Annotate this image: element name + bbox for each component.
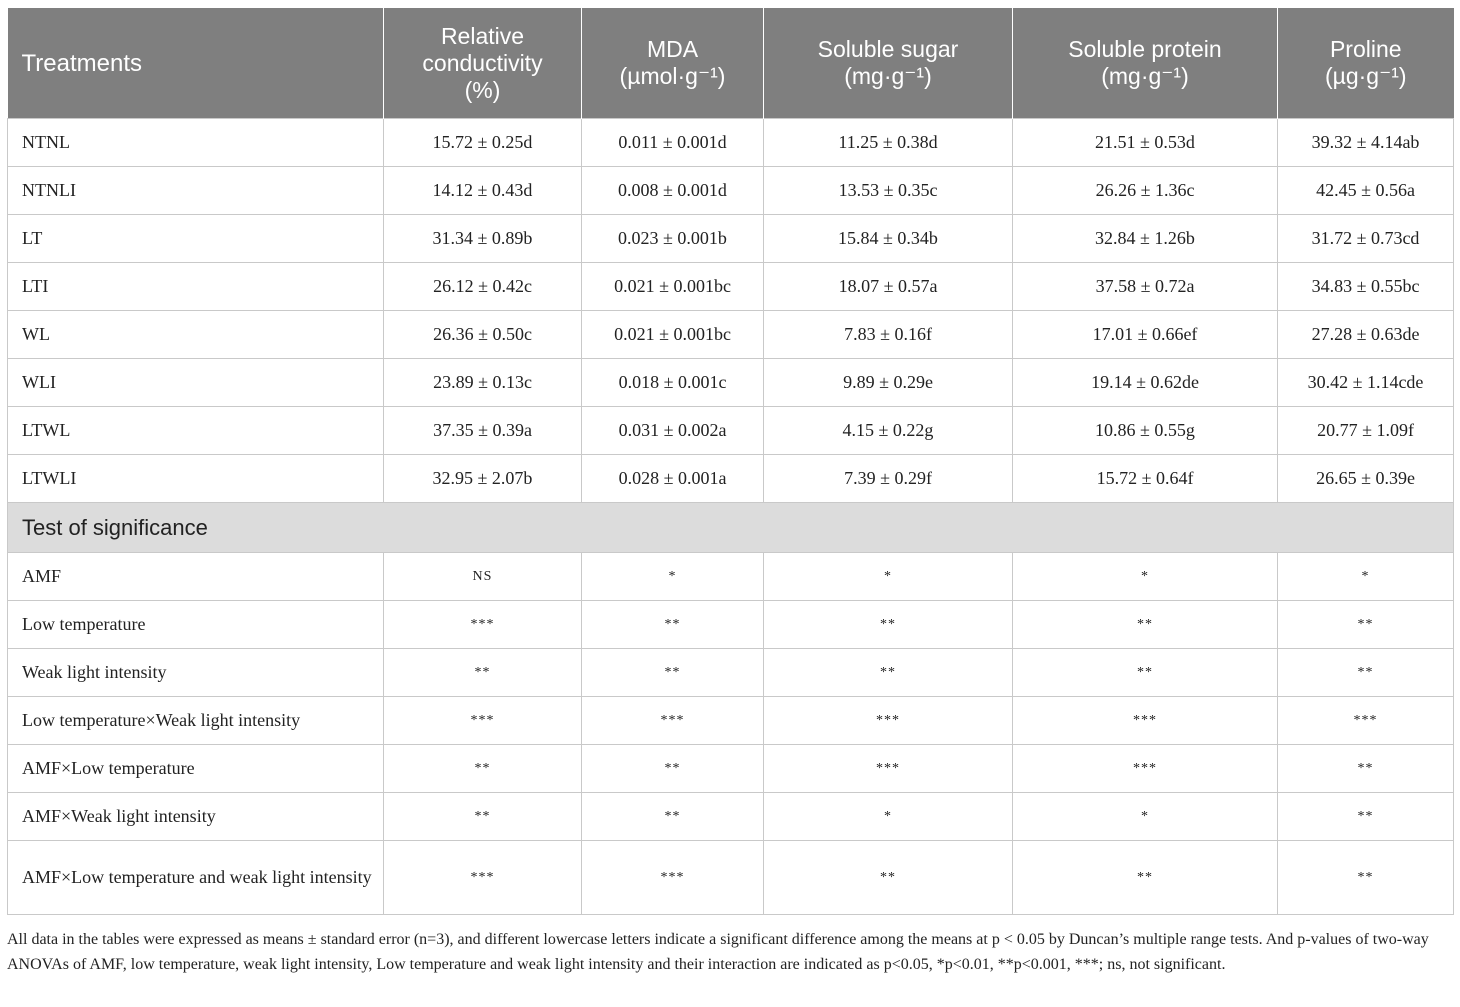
table-cell: 4.15 ± 0.22g — [764, 407, 1013, 455]
row-label: AMF — [8, 553, 384, 601]
header-relative-conductivity: Relative conductivity (%) — [384, 8, 582, 119]
table-cell: 32.84 ± 1.26b — [1013, 215, 1278, 263]
table-cell: ** — [582, 745, 764, 793]
table-cell: 39.32 ± 4.14ab — [1278, 119, 1454, 167]
table-cell: 0.011 ± 0.001d — [582, 119, 764, 167]
table-cell: 31.72 ± 0.73cd — [1278, 215, 1454, 263]
table-cell: *** — [764, 745, 1013, 793]
significance-row — [8, 745, 1454, 793]
row-label: AMF×Weak light intensity — [8, 793, 384, 841]
table-cell: 21.51 ± 0.53d — [1013, 119, 1278, 167]
table-cell: 32.95 ± 2.07b — [384, 455, 582, 503]
table-cell: * — [1013, 553, 1278, 601]
row-label: Low temperature×Weak light intensity — [8, 697, 384, 745]
table-cell: * — [582, 553, 764, 601]
table-cell: 0.018 ± 0.001c — [582, 359, 764, 407]
table-cell: 14.12 ± 0.43d — [384, 167, 582, 215]
table-cell: 0.031 ± 0.002a — [582, 407, 764, 455]
row-label: LTWL — [8, 407, 384, 455]
table-cell: 13.53 ± 0.35c — [764, 167, 1013, 215]
header-soluble-sugar: Soluble sugar (mg·g⁻¹) — [764, 8, 1013, 119]
row-label: WL — [8, 311, 384, 359]
table-cell: *** — [1278, 697, 1454, 745]
table-cell: 27.28 ± 0.63de — [1278, 311, 1454, 359]
table-cell: 0.028 ± 0.001a — [582, 455, 764, 503]
table-cell: 15.84 ± 0.34b — [764, 215, 1013, 263]
header-proline: Proline (µg·g⁻¹) — [1278, 8, 1454, 119]
results-table — [7, 8, 1454, 915]
table-row — [8, 167, 1454, 215]
table-row — [8, 359, 1454, 407]
table-cell: ** — [1278, 649, 1454, 697]
table-cell: ** — [764, 649, 1013, 697]
table-cell: * — [1278, 553, 1454, 601]
table-cell: ** — [384, 793, 582, 841]
section-row — [8, 503, 1454, 553]
row-label: Low temperature — [8, 601, 384, 649]
row-label: AMF×Low temperature and weak light intensity — [8, 841, 384, 915]
significance-row — [8, 793, 1454, 841]
table-cell: 26.65 ± 0.39e — [1278, 455, 1454, 503]
table-cell: 30.42 ± 1.14cde — [1278, 359, 1454, 407]
table-cell: 11.25 ± 0.38d — [764, 119, 1013, 167]
table-cell: 10.86 ± 0.55g — [1013, 407, 1278, 455]
table-row — [8, 455, 1454, 503]
table-row — [8, 119, 1454, 167]
table-cell: * — [764, 793, 1013, 841]
table-cell: 19.14 ± 0.62de — [1013, 359, 1278, 407]
table-cell: 7.39 ± 0.29f — [764, 455, 1013, 503]
table-row — [8, 407, 1454, 455]
table-cell: 0.008 ± 0.001d — [582, 167, 764, 215]
row-label: WLI — [8, 359, 384, 407]
table-cell: 7.83 ± 0.16f — [764, 311, 1013, 359]
table-cell: ** — [764, 601, 1013, 649]
table-cell: *** — [582, 697, 764, 745]
header-mda: MDA (µmol·g⁻¹) — [582, 8, 764, 119]
table-cell: ** — [384, 745, 582, 793]
table-cell: 26.12 ± 0.42c — [384, 263, 582, 311]
table-cell: ** — [582, 793, 764, 841]
row-label: Weak light intensity — [8, 649, 384, 697]
header-soluble-protein: Soluble protein (mg·g⁻¹) — [1013, 8, 1278, 119]
table-cell: ** — [1013, 601, 1278, 649]
table-cell: 0.021 ± 0.001bc — [582, 311, 764, 359]
row-label: LT — [8, 215, 384, 263]
table-cell: * — [764, 553, 1013, 601]
table-cell: 18.07 ± 0.57a — [764, 263, 1013, 311]
header-treatments: Treatments — [8, 8, 384, 119]
table-cell: 23.89 ± 0.13c — [384, 359, 582, 407]
table-cell: *** — [1013, 697, 1278, 745]
table-cell: ** — [384, 649, 582, 697]
table-cell: 9.89 ± 0.29e — [764, 359, 1013, 407]
table-cell: 0.021 ± 0.001bc — [582, 263, 764, 311]
section-title: Test of significance — [8, 503, 1454, 553]
table-cell: ** — [1278, 793, 1454, 841]
table-cell: 15.72 ± 0.64f — [1013, 455, 1278, 503]
table-cell: ** — [1013, 649, 1278, 697]
significance-row — [8, 649, 1454, 697]
row-label: LTI — [8, 263, 384, 311]
table-cell: 0.023 ± 0.001b — [582, 215, 764, 263]
table-cell: ** — [1013, 841, 1278, 915]
table-cell: 31.34 ± 0.89b — [384, 215, 582, 263]
significance-row — [8, 697, 1454, 745]
row-label: AMF×Low temperature — [8, 745, 384, 793]
table-row — [8, 311, 1454, 359]
row-label: NTNLI — [8, 167, 384, 215]
table-cell: ** — [1278, 841, 1454, 915]
table-cell: *** — [384, 601, 582, 649]
table-row — [8, 263, 1454, 311]
row-label: NTNL — [8, 119, 384, 167]
significance-row — [8, 553, 1454, 601]
table-cell: 17.01 ± 0.66ef — [1013, 311, 1278, 359]
table-cell: ** — [1278, 745, 1454, 793]
table-cell: *** — [1013, 745, 1278, 793]
table-row — [8, 215, 1454, 263]
significance-row — [8, 841, 1454, 915]
significance-row — [8, 601, 1454, 649]
header-row — [8, 8, 1454, 119]
table-cell: * — [1013, 793, 1278, 841]
table-cell: *** — [582, 841, 764, 915]
table-cell: 34.83 ± 0.55bc — [1278, 263, 1454, 311]
data-table-container — [7, 8, 1453, 915]
table-cell: 26.36 ± 0.50c — [384, 311, 582, 359]
table-cell: ** — [764, 841, 1013, 915]
table-cell: 26.26 ± 1.36c — [1013, 167, 1278, 215]
table-cell: 37.58 ± 0.72a — [1013, 263, 1278, 311]
table-cell: *** — [384, 697, 582, 745]
table-cell: ** — [582, 649, 764, 697]
table-cell: 15.72 ± 0.25d — [384, 119, 582, 167]
table-cell: NS — [384, 553, 582, 601]
table-footnote: All data in the tables were expressed as means ± standard error (n=3), and different lowercase letters indicate a significant difference among the means at p < 0.05 by Duncan’s multiple range tests. And p-values of two-way ANOVAs of AMF, low temperature, weak light intensity, Low temperature and weak light intensity and their interaction are indicated as p<0.05, *p<0.01, **p<0.001, ***; ns, not significant. — [7, 931, 1429, 973]
table-cell: *** — [384, 841, 582, 915]
table-cell: ** — [582, 601, 764, 649]
table-cell: ** — [1278, 601, 1454, 649]
row-label: LTWLI — [8, 455, 384, 503]
table-cell: *** — [764, 697, 1013, 745]
table-cell: 37.35 ± 0.39a — [384, 407, 582, 455]
table-cell: 20.77 ± 1.09f — [1278, 407, 1454, 455]
table-cell: 42.45 ± 0.56a — [1278, 167, 1454, 215]
